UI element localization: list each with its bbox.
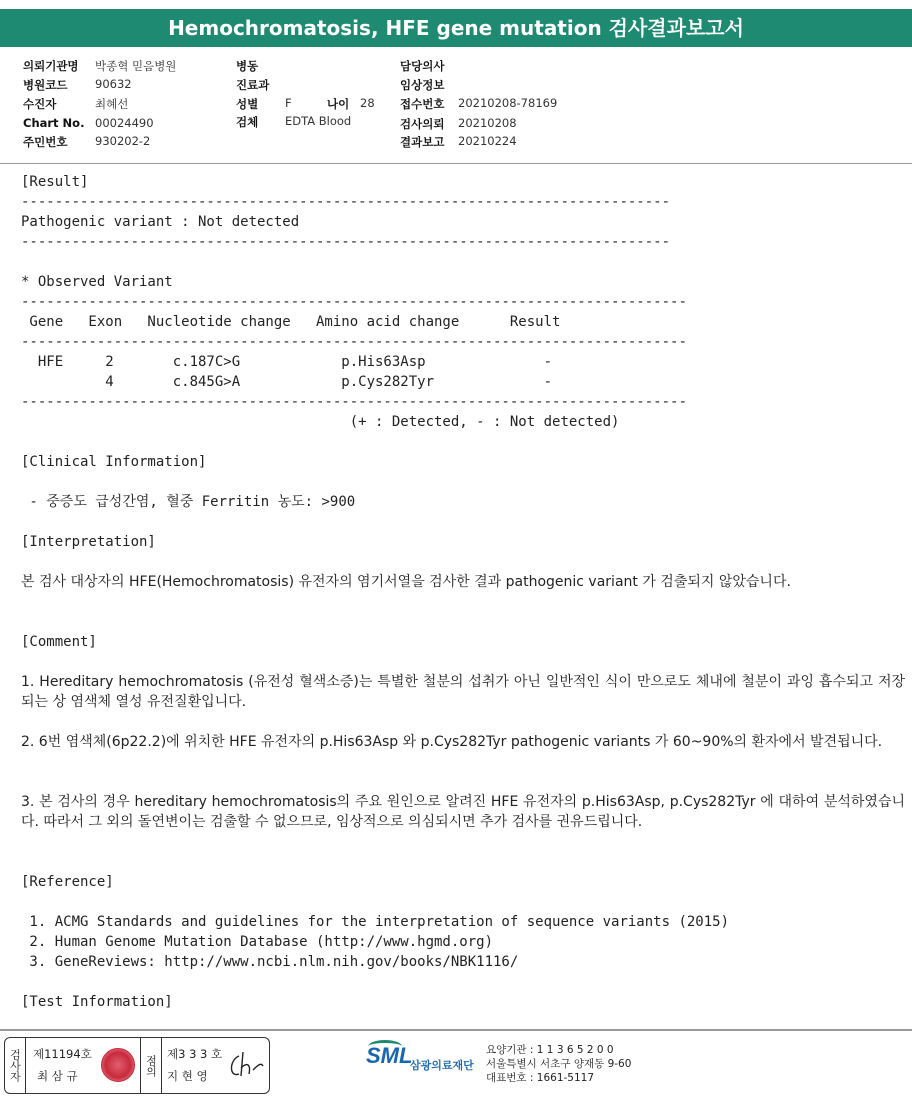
variant-legend: (+ : Detected, - : Not detected): [21, 414, 620, 430]
header-value: 930202-2: [95, 134, 151, 148]
footer-divider: [0, 1029, 912, 1031]
section-heading-comment: [Comment]: [21, 634, 97, 650]
header-value: 90632: [95, 77, 132, 91]
header-value: F: [285, 96, 292, 110]
header-label: 담당의사: [400, 59, 445, 73]
reference-item: 2. Human Genome Mutation Database (http://www.hgmd.org): [21, 934, 494, 950]
sml-logo: [366, 1043, 486, 1083]
header-label: 검체: [236, 115, 259, 129]
header-value: 최혜선: [95, 97, 129, 111]
header-label: 수진자: [23, 97, 57, 111]
comment-item: 2. 6번 염색체(6p22.2)에 위치한 HFE 유전자의 p.His63Asp 와 p.Cys282Tyr pathogenic variants 가 60~90%의 환자에서 발견됩니다.: [21, 734, 883, 750]
section-heading-test-info: [Test Information]: [21, 994, 173, 1010]
header-label: 진료과: [236, 78, 270, 92]
clinical-text: - 중증도 급성간염, 혈중 Ferritin 농도: >900: [21, 494, 356, 510]
report-body[interactable]: [0, 166, 912, 1020]
address-line: 요양기관 : 1 1 3 6 5 2 0 0: [486, 1044, 614, 1056]
institution-name: 삼광의료재단: [410, 1059, 474, 1072]
physician-name: 지 현 영: [167, 1069, 208, 1083]
header-label: Chart No.: [23, 116, 85, 130]
logo-text: SML: [366, 1043, 413, 1068]
pathogenic-variant-result: Pathogenic variant : Not detected: [21, 214, 300, 230]
header-label: 접수번호: [400, 97, 445, 111]
comment-item: 3. 본 검사의 경우 hereditary hemochromatosis의 주요 원인으로 알려진 HFE 유전자의 p.His63Asp, p.Cys282Tyr 에 대하여 분석하였습니다. 따라서 그 외의 돌연변이는 검출할 수 없으므로, 임상적으로 의심되시면 추가 검사를 권유드립니다.: [21, 794, 905, 830]
examiner-name: 최 삼 규: [37, 1069, 78, 1083]
header-label: 결과보고: [400, 135, 445, 149]
header-value: 20210208: [458, 116, 517, 130]
variant-table-row: 4 c.845G>A p.Cys282Tyr -: [21, 374, 553, 390]
section-heading-reference: [Reference]: [21, 874, 114, 890]
observed-variant-heading: * Observed Variant: [21, 274, 173, 290]
examiner-license-no: 제11194호: [33, 1047, 92, 1061]
header-value: 20210208-78169: [458, 96, 558, 110]
reference-item: 1. ACMG Standards and guidelines for the interpretation of sequence variants (2015): [21, 914, 730, 930]
seal-stamp-icon: [101, 1048, 135, 1082]
section-heading-interpretation: [Interpretation]: [21, 534, 156, 550]
section-heading-clinical: [Clinical Information]: [21, 454, 207, 470]
dashed-rule: -------------------------------------------------------------------------------: [21, 334, 687, 350]
header-label: 병원코드: [23, 78, 68, 92]
examiner-label-text: 검사자: [8, 1049, 22, 1082]
physician-label: [140, 1038, 162, 1093]
header-label: 의뢰기관명: [23, 59, 79, 73]
section-heading-result: [Result]: [21, 174, 89, 190]
physician-label-text: 점의: [144, 1054, 158, 1077]
dashed-rule: -----------------------------------------------------------------------------: [21, 194, 671, 210]
report-title: Hemochromatosis, HFE gene mutation 검사결과보고서: [0, 9, 912, 47]
signature-box: [4, 1037, 270, 1094]
variant-table-header: Gene Exon Nucleotide change Amino acid change Result: [21, 314, 561, 330]
age-label: 나이: [327, 97, 350, 111]
header-label: 임상정보: [400, 78, 445, 92]
header-label: 병동: [236, 59, 259, 73]
examiner-label: [5, 1038, 26, 1093]
header-value: 20210224: [458, 134, 517, 148]
institution-address: [486, 1043, 631, 1085]
dashed-rule: -----------------------------------------------------------------------------: [21, 234, 671, 250]
address-line: 대표번호 : 1661-5117: [486, 1072, 595, 1084]
header-divider: [0, 163, 912, 164]
interpretation-text: 본 검사 대상자의 HFE(Hemochromatosis) 유전자의 염기서열을 검사한 결과 pathogenic variant 가 검출되지 않았습니다.: [21, 574, 791, 590]
variant-table-row: HFE 2 c.187C>G p.His63Asp -: [21, 354, 553, 370]
comment-item: 1. Hereditary hemochromatosis (유전성 혈색소증)는 특별한 철분의 섭취가 아닌 일반적인 식이 만으로도 체내에 철분이 과잉 흡수되고 저장되는 상 염색체 열성 유전질환입니다.: [21, 674, 905, 710]
header-label: 주민번호: [23, 135, 68, 149]
header-value: 박종혁 믿음병원: [95, 59, 177, 73]
patient-info-header: [0, 50, 912, 162]
address-line: 서울특별시 서초구 양재동 9-60: [486, 1058, 632, 1070]
age-value: 28: [360, 96, 375, 110]
physician-license-no: 제3 3 3 호: [167, 1047, 223, 1061]
header-value: EDTA Blood: [285, 114, 352, 128]
signature-icon: [227, 1048, 267, 1082]
header-label: 성별: [236, 97, 259, 111]
header-label: 검사의뢰: [400, 117, 445, 131]
reference-item: 3. GeneReviews: http://www.ncbi.nlm.nih.gov/books/NBK1116/: [21, 954, 519, 970]
dashed-rule: -------------------------------------------------------------------------------: [21, 394, 687, 410]
header-value: 00024490: [95, 116, 154, 130]
dashed-rule: -------------------------------------------------------------------------------: [21, 294, 687, 310]
